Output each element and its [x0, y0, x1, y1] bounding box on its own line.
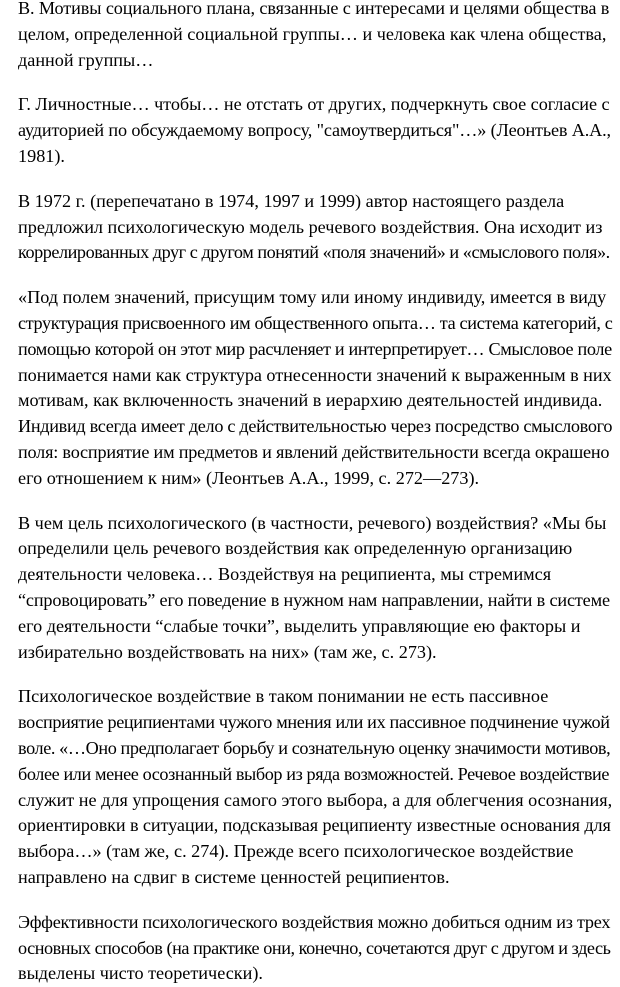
- document-body: [8, 0, 612, 987]
- text-line: Г. Личностные… чтобы… не отстать от других, подчеркнуть свое согласие с: [18, 94, 610, 115]
- text-line: выделены чисто теоретически).: [18, 963, 263, 984]
- text-line: 1981).: [18, 145, 65, 166]
- text-line: его деятельности “слабые точки”, выделить управляющие ею факторы и: [18, 615, 581, 636]
- text-line: избирательно воздействовать на них» (там же, с. 273).: [18, 641, 437, 662]
- text-line: В. Мотивы социального плана, связанные с интересами и целями общества в: [18, 0, 610, 18]
- text-line: определили цель речевого воздействия как определенную организацию: [18, 538, 573, 559]
- text-line: ориентировки в ситуации, подсказывая реципиенту известные основания для: [18, 815, 611, 836]
- text-line: выбора…» (там же, с. 274). Прежде всего психологическое воздействие: [18, 841, 574, 862]
- text-line: аудиторией по обсуждаемому вопросу, "самоутвердиться"…» (Леонтьев А.А.,: [18, 120, 611, 141]
- text-line: данной группы…: [18, 49, 154, 70]
- text-line: целом, определенной социальной группы… и человека как члена общества,: [18, 23, 607, 44]
- text-line: более или менее осознанный выбор из ряда возможностей. Речевое воздействие: [18, 763, 610, 784]
- text-line: деятельности человека… Воздействуя на реципиента, мы стремимся: [18, 564, 552, 585]
- text-line: его отношением к ним» (Леонтьев А.А., 1999, с. 272—273).: [18, 467, 480, 488]
- paragraph: [8, 511, 612, 666]
- paragraph: [8, 910, 612, 987]
- text-line: “спровоцировать” его поведение в нужном нам направлении, найти в системе: [18, 589, 610, 610]
- text-line: Эффективности психологического воздействия можно добиться одним из трех: [18, 911, 611, 932]
- text-line: понимается нами как структура отнесенности значений к выраженным в них: [18, 364, 612, 385]
- paragraph: [8, 684, 612, 890]
- text-line: помощью которой он этот мир расчленяет и интерпретирует… Смысловое поле: [18, 338, 612, 359]
- text-line: воле. «…Оно предполагает борьбу и сознательную оценку значимости мотивов,: [18, 737, 611, 758]
- text-line: направлено на сдвиг в системе ценностей реципиентов.: [18, 866, 450, 887]
- text-line: структурация присвоенного им общественного опыта… та система категорий, с: [18, 312, 613, 333]
- paragraph: [8, 285, 612, 491]
- text-line: «Под полем значений, присущим тому или иному индивиду, имеется в виду: [18, 287, 607, 308]
- text-line: восприятие реципиентами чужого мнения или их пассивное подчинение чужой: [18, 712, 610, 733]
- text-line: Психологическое воздействие в таком понимании не есть пассивное: [18, 686, 549, 707]
- text-line: основных способов (на практике они, конечно, сочетаются друг с другом и здесь: [18, 937, 611, 958]
- paragraph: [8, 0, 612, 73]
- paragraph: [8, 189, 612, 266]
- text-line: Индивид всегда имеет дело с действительностью через посредство смыслового: [18, 416, 613, 437]
- text-line: В 1972 г. (перепечатано в 1974, 1997 и 1999) автор настоящего раздела: [18, 190, 565, 211]
- text-line: В чем цель психологического (в частности, речевого) воздействия? «Мы бы: [18, 512, 607, 533]
- text-line: мотивам, как включенность значений в иерархию деятельностей индивида.: [18, 390, 603, 411]
- text-line: предложил психологическую модель речевого воздействия. Она исходит из: [18, 216, 603, 237]
- text-line: коррелированных друг с другом понятий «поля значений» и «смыслового поля».: [18, 242, 610, 263]
- text-line: поля: восприятие им предметов и явлений действительности всегда окрашено: [18, 441, 610, 462]
- text-line: служит не для упрощения самого этого выбора, а для облегчения осознания,: [18, 789, 613, 810]
- paragraph: [8, 92, 612, 169]
